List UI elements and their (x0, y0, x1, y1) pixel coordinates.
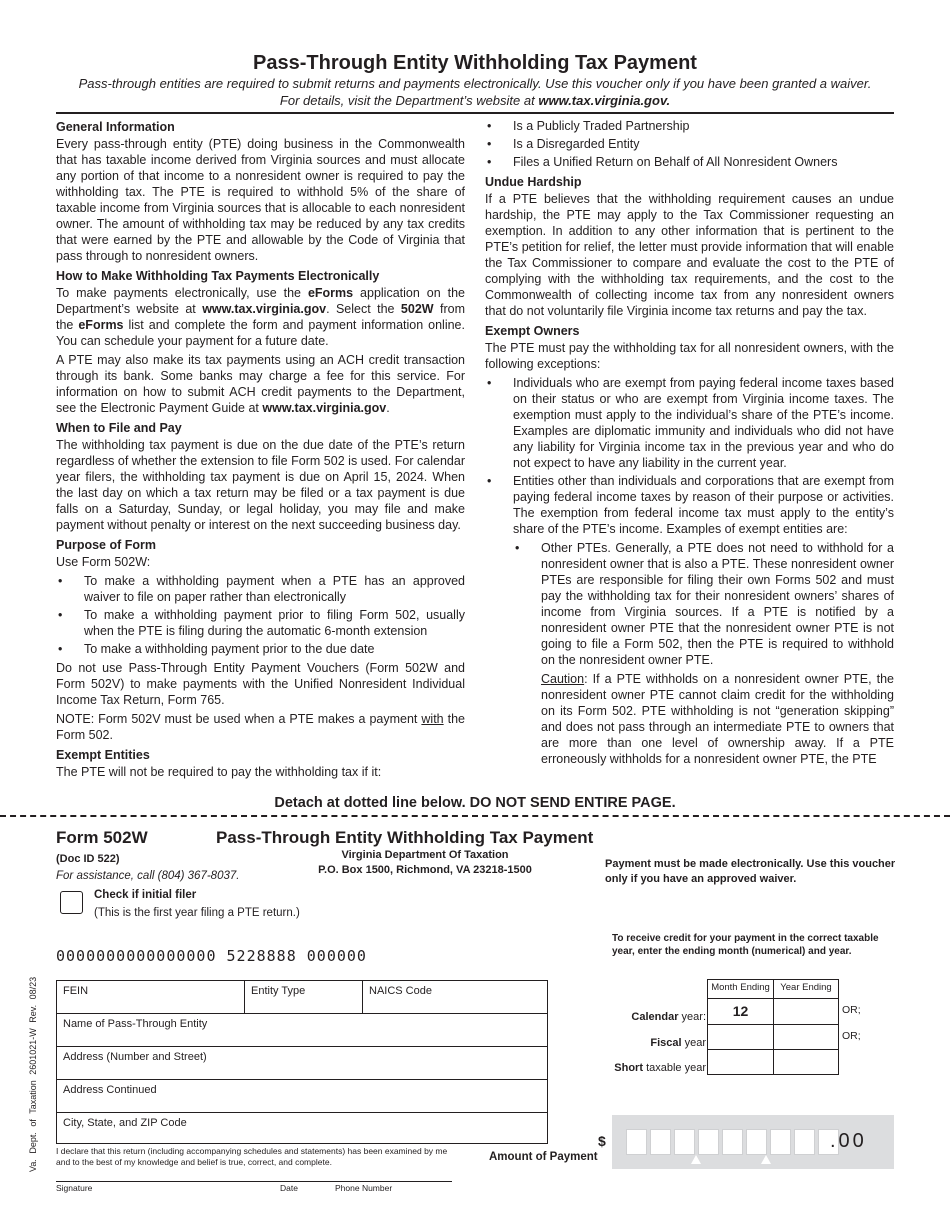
fiscal-year-field[interactable] (773, 1024, 839, 1050)
entity-name-field[interactable] (56, 1013, 548, 1047)
text: the Form 502. (56, 712, 465, 742)
entity-type-field[interactable] (244, 980, 363, 1014)
general-info-heading: General Information (56, 120, 175, 134)
payment-note: Payment must be made electronically. Use this voucher only if you have an approved waiver. (605, 858, 896, 885)
list-item: • Individuals who are exempt from paying federal income taxes based on their status or who are exempt from Virginia income taxes. The exemption must apply to the individual’s share of the PTE’s income. Examples are diplomatic immunity and individuals who did not have any liability for Virginia income tax in the previous year and who do not expect to have any liability in the current year. (485, 375, 894, 471)
purpose-intro: Use Form 502W: (56, 555, 151, 569)
department-address (290, 848, 560, 878)
website-link[interactable]: www.tax.virginia.gov (262, 401, 387, 415)
list-item: • To make a withholding payment prior to filing Form 502, usually when the PTE is filing during the automatic 6-month extension (56, 607, 465, 639)
how-to-pay-paragraph-2 (56, 352, 465, 416)
amount-of-payment-label: Amount of Payment (489, 1151, 598, 1163)
how-to-pay-heading: How to Make Withholding Tax Payments Electronically (56, 269, 380, 283)
doc-id: (Doc ID 522) (56, 853, 120, 865)
thousands-separator-marker (761, 1155, 771, 1164)
amount-digit-box[interactable] (722, 1129, 743, 1155)
amount-digit-box[interactable] (770, 1129, 791, 1155)
amount-digit-box[interactable] (746, 1129, 767, 1155)
address-continued-field[interactable] (56, 1079, 548, 1113)
instructions-right-column (485, 118, 894, 770)
eforms-text: eForms (307, 286, 354, 300)
form-number: Form 502W (56, 828, 148, 847)
date-label: Date (280, 1183, 298, 1193)
fiscal-year-label (580, 1037, 706, 1049)
amount-digit-box[interactable] (650, 1129, 671, 1155)
form-502v-note (56, 711, 465, 743)
fiscal-month-field[interactable] (707, 1024, 774, 1050)
text: . Select the (326, 302, 401, 316)
eforms-text: eForms (78, 318, 124, 332)
department-po-box: P.O. Box 1500, Richmond, VA 23218-1500 (318, 864, 532, 876)
entity-type-label: Entity Type (251, 985, 306, 997)
month-ending-header: Month Ending (707, 979, 774, 999)
underlined-with: with (421, 712, 444, 726)
detach-instruction: Detach at dotted line below. DO NOT SEND ENTIRE PAGE. (274, 795, 676, 811)
amount-digit-box[interactable] (626, 1129, 647, 1155)
text: NOTE: Form 502V must be used when a PTE makes a payment (56, 712, 422, 726)
list-item: • Is a Publicly Traded Partnership (485, 118, 894, 134)
initial-filer-note: (This is the first year filing a PTE return.) (94, 907, 300, 919)
list-item: • Other PTEs. Generally, a PTE does not need to withhold for a nonresident owner that is also a PTE. These nonresident owner PTEs are responsible for filing their own Forms 502 and must pay the withholding tax for their nonresident owners’ shares of income from Virginia sources. If a PTE is notified by a nonresident owner PTE that the nonresident owner PTE is not going to file a Form 502, then the PTE is required to withhold on the nonresident owner PTE. (513, 540, 894, 668)
purpose-note: Do not use Pass-Through Entity Payment Vouchers (Form 502W and Form 502V) to make payments with the Unified Nonresident Individual Income Tax Return, Form 765. (56, 661, 465, 707)
purpose-heading: Purpose of Form (56, 538, 157, 552)
caution-text: : If a PTE withholds on a nonresident owner PTE, the nonresident owner PTE cannot claim credit for the withholding on its Form 502. PTE withholding is not “generation skipping” and does not pass through an intermediate PTE to owners that are more than one level of ownership away. If a PTE erroneously withholds for a nonresident owner PTE, the PTE (541, 672, 894, 766)
text: list and complete the form and payment information online. You can schedule your payment for a future date. (56, 318, 465, 348)
caution-paragraph (541, 671, 894, 767)
fein-label: FEIN (63, 985, 89, 997)
entity-name-label: Name of Pass-Through Entity (63, 1018, 208, 1030)
calendar-label-rest: year: (678, 1011, 706, 1023)
signature-line[interactable] (56, 1181, 452, 1182)
signature-label: Signature (56, 1183, 93, 1193)
general-info-text: Every pass-through entity (PTE) doing business in the Commonwealth that has taxable income derived from Virginia sources and must allocate any portion of that income to a nonresident owner is required to pay the withholding tax. The PTE is required to withhold 5% of the share of taxable income from Virginia sources that is allocable to each nonresident owner. The amount of withholding tax may be reduced by any tax credits that were earned by the PTE and allowable by the Code of Virginia that pass through to nonresident owners. (56, 137, 465, 263)
city-state-zip-field[interactable] (56, 1112, 548, 1144)
website-link[interactable]: www.tax.virginia.gov (202, 302, 327, 316)
initial-filer-checkbox[interactable] (60, 891, 83, 914)
department-name: Virginia Department Of Taxation (341, 849, 509, 861)
initial-filer-label: Check if initial filer (94, 889, 197, 901)
undue-hardship-text: If a PTE believes that the withholding requirement causes an undue hardship, the PTE may apply to the Tax Commissioner requesting an exemption. In addition to any other information that is pertinent to the PTE’s petition for relief, the letter must provide information that will enable the Tax Commissioner to compare and evaluate the cost to the PTE of complying with the withholding tax requirements, and the cost to the Commonwealth of collecting income tax from any nonresident owners that do not voluntarily file Virginia income tax returns and pay the tax. (485, 192, 894, 318)
instructions-left-column (56, 118, 465, 783)
exempt-owners-list (485, 375, 894, 537)
amount-digit-box[interactable] (794, 1129, 815, 1155)
how-to-pay-paragraph-1 (56, 285, 465, 349)
address-continued-label: Address Continued (63, 1084, 157, 1096)
exempt-entities-sublist (513, 540, 894, 668)
address-label: Address (Number and Street) (63, 1051, 207, 1063)
dollar-sign: $ (598, 1133, 606, 1149)
or-label-2: OR; (842, 1030, 861, 1042)
voucher-title: Pass-Through Entity Withholding Tax Payment (216, 828, 594, 847)
purpose-list (56, 573, 465, 657)
form-502w-text: 502W (400, 302, 434, 316)
form-revision-text: Va. Dept. of Taxation 2601021-W Rev. 08/23 (28, 976, 38, 1172)
exempt-entities-list (485, 118, 894, 170)
header-rule (56, 112, 894, 114)
subtitle-line-1: Pass-through entities are required to submit returns and payments electronically. Use this voucher only if you have been granted a waiver. (78, 76, 872, 91)
amount-digit-box[interactable] (698, 1129, 719, 1155)
list-item: • To make a withholding payment when a PTE has an approved waiver to file on paper rather than electronically (56, 573, 465, 605)
text: application on the Department’s website at (56, 286, 465, 316)
fiscal-label-rest: year (681, 1037, 706, 1049)
calendar-year-field[interactable] (773, 998, 839, 1025)
text: . (386, 401, 390, 415)
calendar-label-bold: Calendar (631, 1011, 679, 1023)
website-link[interactable]: www.tax.virginia.gov. (538, 93, 671, 108)
year-ending-header: Year Ending (773, 979, 839, 999)
short-label-rest: taxable year (643, 1062, 706, 1074)
calendar-month-field[interactable]: 12 (707, 998, 774, 1025)
short-month-field[interactable] (707, 1049, 774, 1075)
text: To make payments electronically, use the (56, 286, 308, 300)
exempt-entities-heading: Exempt Entities (56, 748, 150, 762)
declaration-text: I declare that this return (including accompanying schedules and statements) has been examined by me and to the best of my knowledge and belief is true, correct, and complete. (56, 1146, 448, 1167)
phone-label: Phone Number (335, 1183, 393, 1193)
naics-code-label: NAICS Code (369, 985, 432, 997)
amount-cents: .00 (830, 1130, 867, 1152)
exempt-owners-heading: Exempt Owners (485, 324, 580, 338)
taxable-year-note: To receive credit for your payment in the correct taxable year, enter the ending month (numerical) and year. (612, 933, 879, 957)
scan-line: 0000000000000000 5228888 000000 (56, 947, 367, 965)
fiscal-label-bold: Fiscal (650, 1037, 682, 1049)
list-item: • Is a Disregarded Entity (485, 136, 894, 152)
when-to-file-heading: When to File and Pay (56, 421, 182, 435)
list-item: • Files a Unified Return on Behalf of All Nonresident Owners (485, 154, 894, 170)
calendar-year-label (580, 1011, 706, 1023)
assistance-phone: For assistance, call (804) 367-8037. (56, 870, 240, 882)
text: from the (56, 302, 465, 332)
short-year-label (580, 1062, 706, 1074)
exempt-entities-text: The PTE will not be required to pay the withholding tax if it: (56, 765, 382, 779)
short-label-bold: Short (614, 1062, 644, 1074)
undue-hardship-heading: Undue Hardship (485, 175, 582, 189)
list-item: • To make a withholding payment prior to the due date (56, 641, 465, 657)
thousands-separator-marker (691, 1155, 701, 1164)
address-field[interactable] (56, 1046, 548, 1080)
subtitle-line-2 (40, 93, 910, 108)
amount-digit-box[interactable] (674, 1129, 695, 1155)
when-to-file-text: The withholding tax payment is due on the due date of the PTE’s return regardless of whether the extension to file Form 502 is used. For calendar year filers, the withholding tax payment is due on April 15, 2024. When the last day on which a tax return may be filed or a tax payment is due falls on a Saturday, Sunday, or legal holiday, you may file and make payment without penalty or interest on the next succeeding business day. (56, 438, 465, 532)
short-year-field[interactable] (773, 1049, 839, 1075)
list-item: • Entities other than individuals and corporations that are exempt from paying federal income taxes by reason of their purpose or activities. The exemption from federal income tax must apply to the entity’s share of the PTE’s income. Examples of exempt entities are: (485, 473, 894, 537)
caution-label: Caution (541, 672, 585, 686)
fein-field[interactable] (56, 980, 245, 1014)
detach-dotted-line (0, 815, 950, 817)
exempt-owners-intro: The PTE must pay the withholding tax for all nonresident owners, with the following exceptions: (485, 341, 894, 371)
page-title: Pass-Through Entity Withholding Tax Payment (253, 52, 697, 74)
naics-code-field[interactable] (362, 980, 548, 1014)
subtitle-prefix: For details, visit the Department’s website at (279, 93, 539, 108)
or-label-1: OR; (842, 1004, 861, 1016)
city-state-zip-label: City, State, and ZIP Code (63, 1117, 187, 1129)
text: A PTE may also make its tax payments using an ACH credit transaction through its bank. Some banks may charge a fee for this service. For information on how to submit ACH credit payments to the Department, see the Electronic Payment Guide at (56, 353, 465, 415)
